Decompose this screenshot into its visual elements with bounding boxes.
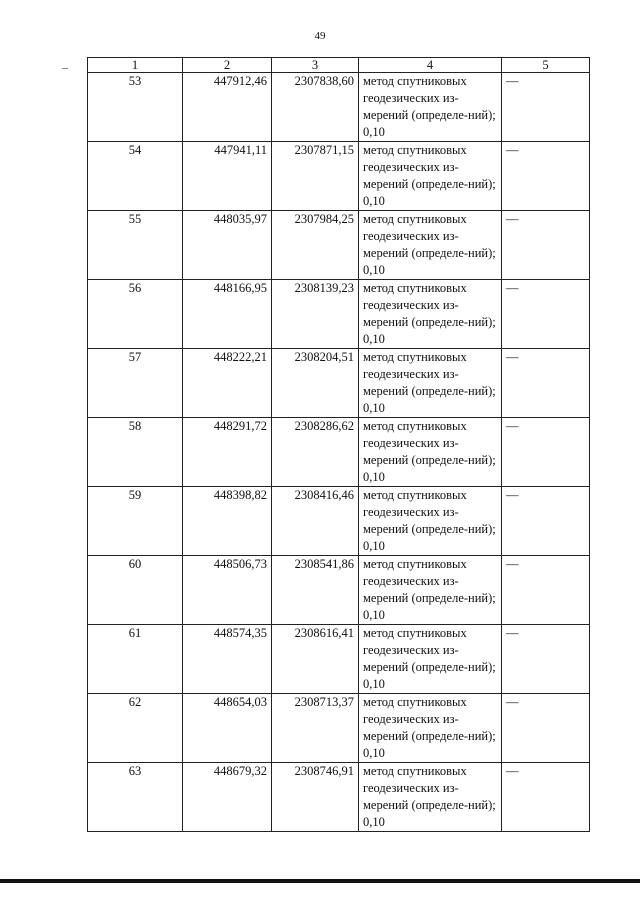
x-coordinate-cell: 447912,46 — [183, 73, 272, 142]
note-cell: — — [502, 625, 590, 694]
x-coordinate-cell: 448574,35 — [183, 625, 272, 694]
y-coordinate-cell: 2308204,51 — [272, 349, 359, 418]
header-col-5: 5 — [502, 58, 590, 73]
x-coordinate-cell: 448222,21 — [183, 349, 272, 418]
y-coordinate-cell: 2308416,46 — [272, 487, 359, 556]
header-col-3: 3 — [272, 58, 359, 73]
point-number-cell: 56 — [88, 280, 183, 349]
table-row — [88, 73, 590, 142]
method-cell: метод спутниковых геодезических из-мерений (определе-ний); 0,10 — [359, 73, 502, 142]
note-cell: — — [502, 211, 590, 280]
method-cell: метод спутниковых геодезических из-мерений (определе-ний); 0,10 — [359, 418, 502, 487]
point-number-cell: 62 — [88, 694, 183, 763]
x-coordinate-cell: 448035,97 — [183, 211, 272, 280]
table-row — [88, 556, 590, 625]
y-coordinate-cell: 2308541,86 — [272, 556, 359, 625]
method-cell: метод спутниковых геодезических из-мерений (определе-ний); 0,10 — [359, 487, 502, 556]
y-coordinate-cell: 2308746,91 — [272, 763, 359, 832]
note-cell: — — [502, 349, 590, 418]
point-number-cell: 54 — [88, 142, 183, 211]
note-cell: — — [502, 556, 590, 625]
point-number-cell: 58 — [88, 418, 183, 487]
note-cell: — — [502, 418, 590, 487]
point-number-cell: 63 — [88, 763, 183, 832]
y-coordinate-cell: 2308713,37 — [272, 694, 359, 763]
y-coordinate-cell: 2307838,60 — [272, 73, 359, 142]
stray-mark — [62, 68, 68, 69]
table-row — [88, 142, 590, 211]
y-coordinate-cell: 2308139,23 — [272, 280, 359, 349]
note-cell: — — [502, 487, 590, 556]
y-coordinate-cell: 2308616,41 — [272, 625, 359, 694]
table-row — [88, 418, 590, 487]
note-cell: — — [502, 280, 590, 349]
table-row — [88, 280, 590, 349]
method-cell: метод спутниковых геодезических из-мерений (определе-ний); 0,10 — [359, 625, 502, 694]
point-number-cell: 57 — [88, 349, 183, 418]
header-col-4: 4 — [359, 58, 502, 73]
table-row — [88, 211, 590, 280]
y-coordinate-cell: 2307871,15 — [272, 142, 359, 211]
table-row — [88, 694, 590, 763]
point-number-cell: 53 — [88, 73, 183, 142]
x-coordinate-cell: 448398,82 — [183, 487, 272, 556]
method-cell: метод спутниковых геодезических из-мерений (определе-ний); 0,10 — [359, 694, 502, 763]
method-cell: метод спутниковых геодезических из-мерений (определе-ний); 0,10 — [359, 280, 502, 349]
y-coordinate-cell: 2307984,25 — [272, 211, 359, 280]
point-number-cell: 60 — [88, 556, 183, 625]
point-number-cell: 59 — [88, 487, 183, 556]
y-coordinate-cell: 2308286,62 — [272, 418, 359, 487]
table-row — [88, 487, 590, 556]
note-cell: — — [502, 73, 590, 142]
header-col-1: 1 — [88, 58, 183, 73]
footer-rule — [0, 879, 640, 883]
note-cell: — — [502, 694, 590, 763]
method-cell: метод спутниковых геодезических из-мерений (определе-ний); 0,10 — [359, 556, 502, 625]
method-cell: метод спутниковых геодезических из-мерений (определе-ний); 0,10 — [359, 349, 502, 418]
note-cell: — — [502, 763, 590, 832]
method-cell: метод спутниковых геодезических из-мерений (определе-ний); 0,10 — [359, 211, 502, 280]
x-coordinate-cell: 448166,95 — [183, 280, 272, 349]
x-coordinate-cell: 448291,72 — [183, 418, 272, 487]
note-cell: — — [502, 142, 590, 211]
table-row — [88, 349, 590, 418]
x-coordinate-cell: 447941,11 — [183, 142, 272, 211]
method-cell: метод спутниковых геодезических из-мерений (определе-ний); 0,10 — [359, 763, 502, 832]
header-col-2: 2 — [183, 58, 272, 73]
point-number-cell: 61 — [88, 625, 183, 694]
table-row — [88, 763, 590, 832]
point-number-cell: 55 — [88, 211, 183, 280]
x-coordinate-cell: 448679,32 — [183, 763, 272, 832]
table-body — [88, 73, 590, 832]
page-number: 49 — [314, 30, 326, 42]
coordinates-table — [87, 57, 590, 832]
table-row — [88, 625, 590, 694]
x-coordinate-cell: 448506,73 — [183, 556, 272, 625]
header-row — [88, 58, 590, 73]
method-cell: метод спутниковых геодезических из-мерений (определе-ний); 0,10 — [359, 142, 502, 211]
x-coordinate-cell: 448654,03 — [183, 694, 272, 763]
